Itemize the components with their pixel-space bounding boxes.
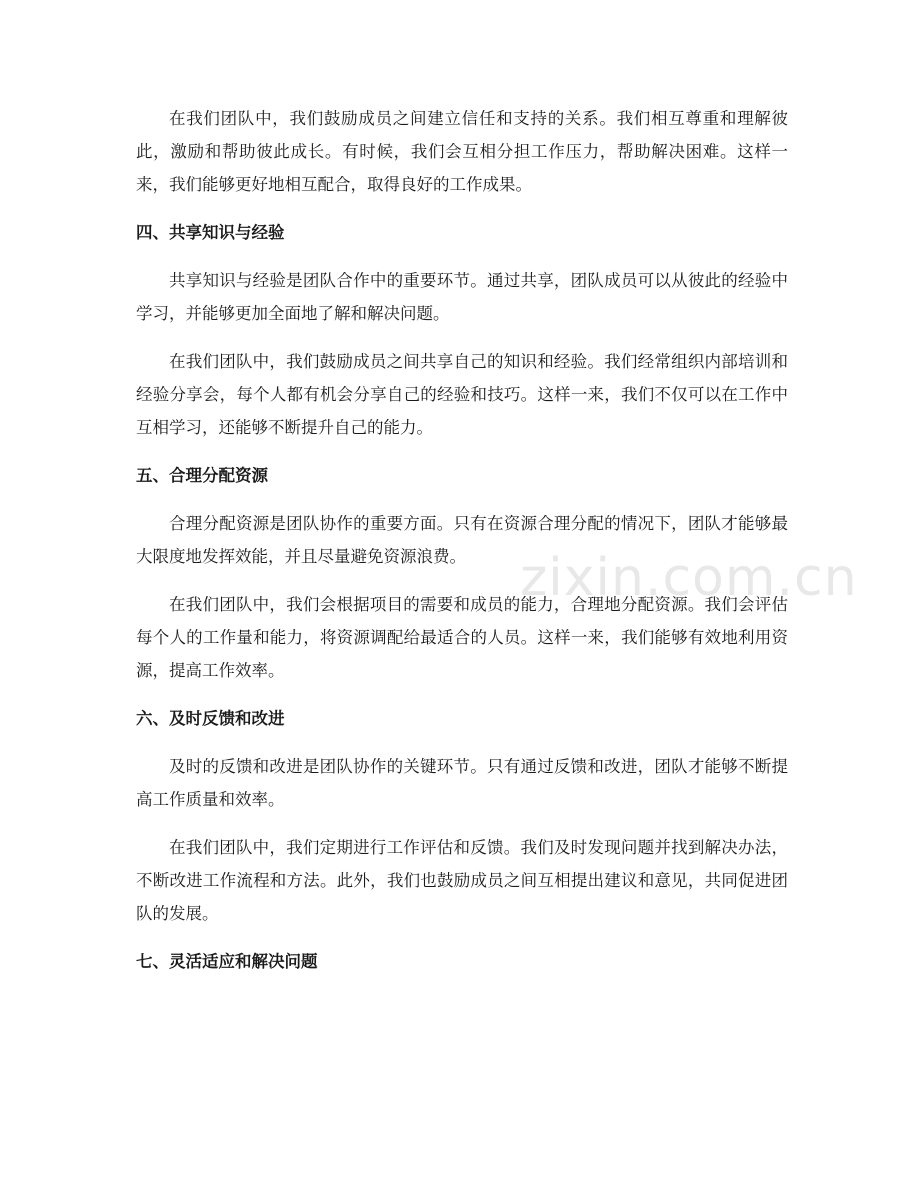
paragraph-team-trust: 在我们团队中，我们鼓励成员之间建立信任和支持的关系。我们相互尊重和理解彼此，激励和帮助彼此成长。有时候，我们会互相分担工作压力，帮助解决困难。这样一来，我们能够更好地相互配合，取得良好的工作成果。 [136,109,788,194]
watermark: zixin.com.cn [520,548,858,608]
paragraph-share-intro: 共享知识与经验是团队合作中的重要环节。通过共享，团队成员可以从彼此的经验中学习，并能够更加全面地了解和解决问题。 [136,271,788,323]
paragraph-feedback-intro: 及时的反馈和改进是团队协作的关键环节。只有通过反馈和改进，团队才能够不断提高工作质量和效率。 [136,757,788,809]
section-heading-share-knowledge: 四、共享知识与经验 [136,223,285,242]
section-heading-adapt: 七、灵活适应和解决问题 [136,952,318,971]
paragraph-resources-intro: 合理分配资源是团队协作的重要方面。只有在资源合理分配的情况下，团队才能够最大限度地发挥效能，并且尽量避免资源浪费。 [136,514,788,566]
paragraph-feedback-practice: 在我们团队中，我们定期进行工作评估和反馈。我们及时发现问题并找到解决办法，不断改进工作流程和方法。此外，我们也鼓励成员之间互相提出建议和意见，共同促进团队的发展。 [136,838,788,923]
section-heading-allocate-resources: 五、合理分配资源 [136,466,268,485]
document-body [136,102,788,993]
paragraph-resources-practice: 在我们团队中，我们会根据项目的需要和成员的能力，合理地分配资源。我们会评估每个人的工作量和能力，将资源调配给最适合的人员。这样一来，我们能够有效地利用资源，提高工作效率。 [136,595,788,680]
paragraph-share-practice: 在我们团队中，我们鼓励成员之间共享自己的知识和经验。我们经常组织内部培训和经验分享会，每个人都有机会分享自己的经验和技巧。这样一来，我们不仅可以在工作中互相学习，还能够不断提升自己的能力。 [136,352,788,437]
section-heading-feedback: 六、及时反馈和改进 [136,709,285,728]
